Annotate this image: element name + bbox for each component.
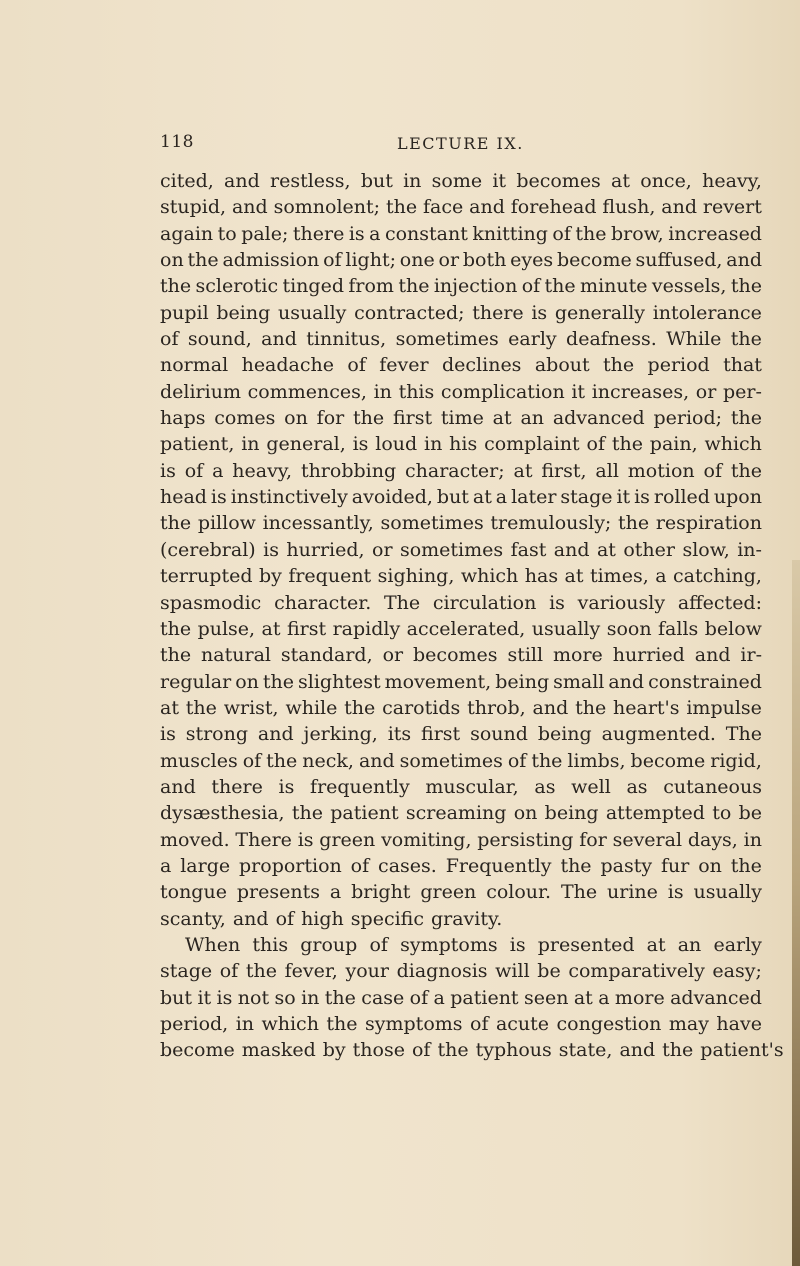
text-line: the pillow incessantly, sometimes tremulously; the respiration	[160, 512, 762, 535]
text-line: moved. There is green vomiting, persisting for several days, in	[160, 828, 762, 851]
text-line: patient, in general, is loud in his complaint of the pain, which	[160, 433, 762, 456]
text-line: a large proportion of cases. Frequently the pasty fur on the	[160, 854, 762, 877]
body-text	[160, 168, 784, 1064]
text-line: again to pale; there is a constant knitting of the brow, increased	[160, 222, 762, 245]
text-line: When this group of symptoms is presented at an early	[185, 933, 762, 956]
text-line: but it is not so in the case of a patient seen at a more advanced	[160, 986, 762, 1009]
text-line: period, in which the symptoms of acute congestion may have	[160, 1013, 762, 1035]
text-line: terrupted by frequent sighing, which has at times, a catching,	[160, 565, 762, 588]
text-line: become masked by those of the typhous state, and the patient's	[160, 1039, 784, 1062]
text-line: stage of the fever, your diagnosis will be comparatively easy;	[160, 960, 762, 983]
text-line: (cerebral) is hurried, or sometimes fast and at other slow, in-	[160, 538, 762, 561]
text-line: the natural standard, or becomes still more hurried and ir-	[160, 644, 762, 667]
text-line: on the admission of light; one or both eyes become suffused, and	[160, 249, 762, 272]
text-line: tongue presents a bright green colour. The urine is usually	[160, 881, 762, 904]
text-line: of sound, and tinnitus, sometimes early deafness. While the	[160, 328, 762, 351]
text-line: the pulse, at first rapidly accelerated, usually soon falls below	[160, 617, 762, 640]
page-header	[160, 132, 760, 156]
running-head: LECTURE IX.	[397, 134, 524, 153]
text-line: cited, and restless, but in some it becomes at once, heavy,	[160, 170, 762, 192]
text-line: stupid, and somnolent; the face and forehead flush, and revert	[160, 196, 762, 219]
text-line: and there is frequently muscular, as well as cutaneous	[160, 775, 762, 798]
text-line: is strong and jerking, its first sound being augmented. The	[160, 723, 762, 746]
text-line: is of a heavy, throbbing character; at first, all motion of the	[160, 459, 762, 482]
text-line: scanty, and of high specific gravity.	[160, 907, 503, 930]
text-line: pupil being usually contracted; there is generally intolerance	[160, 301, 762, 324]
page-edge	[792, 560, 800, 1266]
text-line: delirium commences, in this complication it increases, or per-	[160, 380, 762, 403]
text-line: dysæsthesia, the patient screaming on being attempted to be	[160, 802, 762, 825]
text-line: muscles of the neck, and sometimes of the limbs, become rigid,	[160, 749, 762, 772]
text-line: normal headache of fever declines about the period that	[160, 354, 762, 377]
text-line: the sclerotic tinged from the injection of the minute vessels, the	[160, 275, 762, 298]
text-line: spasmodic character. The circulation is variously affected:	[160, 591, 762, 614]
text-line: haps comes on for the first time at an advanced period; the	[160, 407, 762, 430]
text-line: at the wrist, while the carotids throb, and the heart's impulse	[160, 696, 762, 719]
text-line: regular on the slightest movement, being small and constrained	[160, 670, 762, 693]
text-line: head is instinctively avoided, but at a later stage it is rolled upon	[160, 486, 762, 509]
page-number: 118	[160, 132, 194, 152]
